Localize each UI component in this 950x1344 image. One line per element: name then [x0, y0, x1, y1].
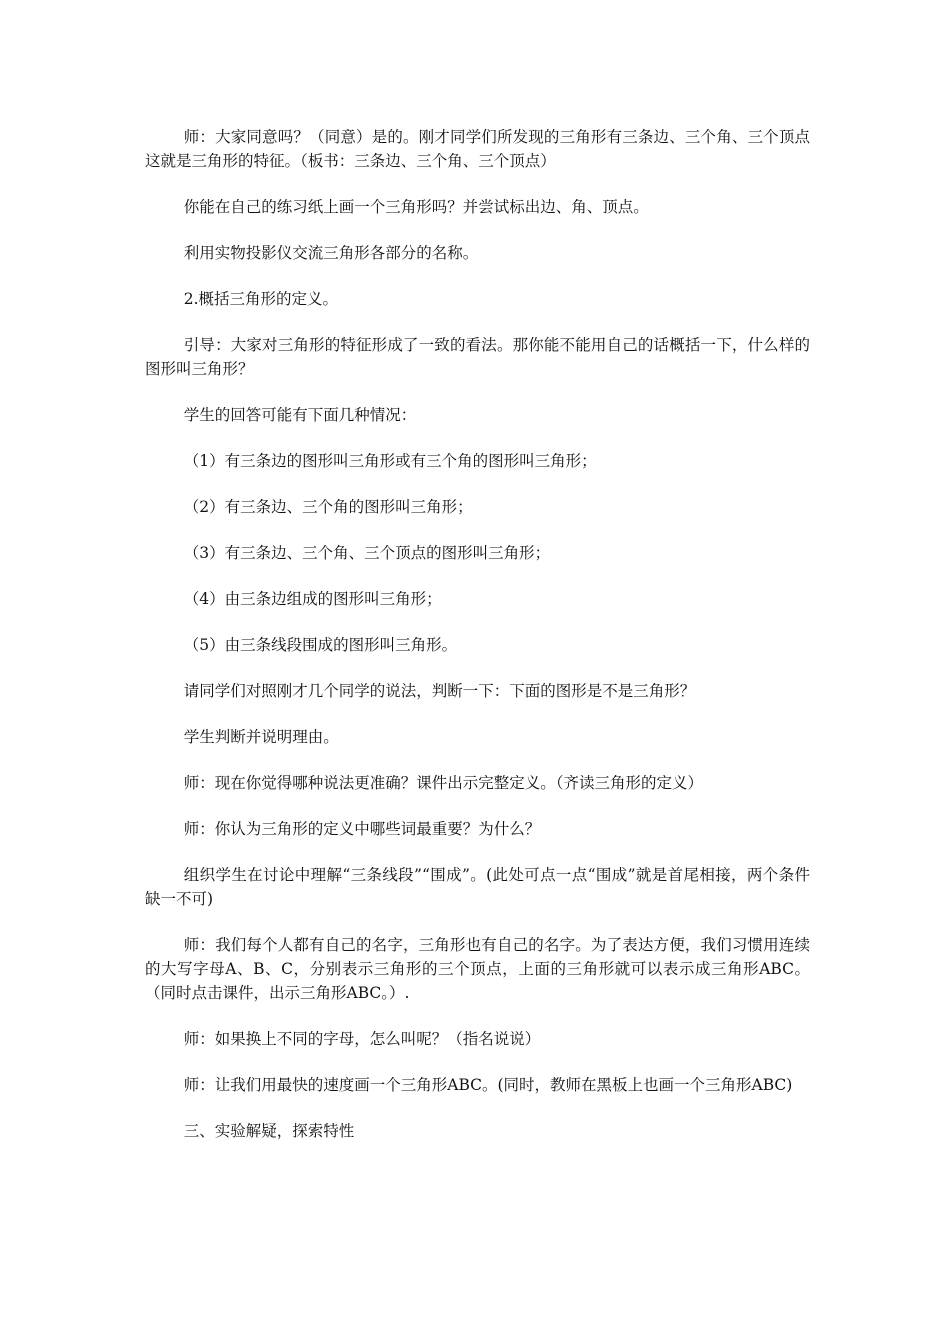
paragraph-1: 师：大家同意吗？（同意）是的。刚才同学们所发现的三角形有三条边、三个角、三个顶点这就是三角形的特征。（板书：三条边、三个角、三个顶点） [145, 128, 810, 170]
paragraph-16: 组织学生在讨论中理解“三条线段”“围成”。(此处可点一点“围成”就是首尾相接，两个条件缺一不可) [145, 866, 810, 908]
answer-option-1: （1）有三条边的图形叫三角形或有三个角的图形叫三角形； [183, 452, 597, 470]
answer-option-2: （2）有三条边、三个角的图形叫三角形； [183, 498, 473, 516]
paragraph-19: 师：让我们用最快的速度画一个三角形ABC。(同时，教师在黑板上也画一个三角形ABC) [183, 1076, 793, 1094]
paragraph-15: 师：你认为三角形的定义中哪些词最重要？为什么？ [183, 820, 541, 838]
paragraph-13: 学生判断并说明理由。 [183, 728, 339, 746]
paragraph-12: 请同学们对照刚才几个同学的说法，判断一下：下面的图形是不是三角形？ [183, 682, 696, 700]
paragraph-18: 师：如果换上不同的字母，怎么叫呢？（指名说说） [183, 1030, 541, 1048]
document-body [145, 125, 810, 1165]
answer-option-4: （4）由三条边组成的图形叫三角形； [183, 590, 442, 608]
paragraph-3: 利用实物投影仪交流三角形各部分的名称。 [183, 244, 479, 262]
section-heading-3: 三、实验解疑，探索特性 [183, 1122, 355, 1140]
paragraph-17: 师：我们每个人都有自己的名字，三角形也有自己的名字。为了表达方便，我们习惯用连续的大写字母A、B、C，分别表示三角形的三个顶点，上面的三角形就可以表示成三角形ABC。（同时点击课件，出示三角形ABC。）. [145, 936, 810, 1002]
paragraph-2: 你能在自己的练习纸上画一个三角形吗？并尝试标出边、角、顶点。 [183, 198, 649, 216]
paragraph-5: 引导：大家对三角形的特征形成了一致的看法。那你能不能用自己的话概括一下，什么样的图形叫三角形？ [145, 336, 810, 378]
answer-option-5: （5）由三条线段围成的图形叫三角形。 [183, 636, 458, 654]
paragraph-6: 学生的回答可能有下面几种情况： [183, 406, 417, 424]
paragraph-14: 师：现在你觉得哪种说法更准确？课件出示完整定义。（齐读三角形的定义） [183, 774, 704, 792]
section-heading-2: 2.概括三角形的定义。 [183, 290, 339, 308]
answer-option-3: （3）有三条边、三个角、三个顶点的图形叫三角形； [183, 544, 551, 562]
